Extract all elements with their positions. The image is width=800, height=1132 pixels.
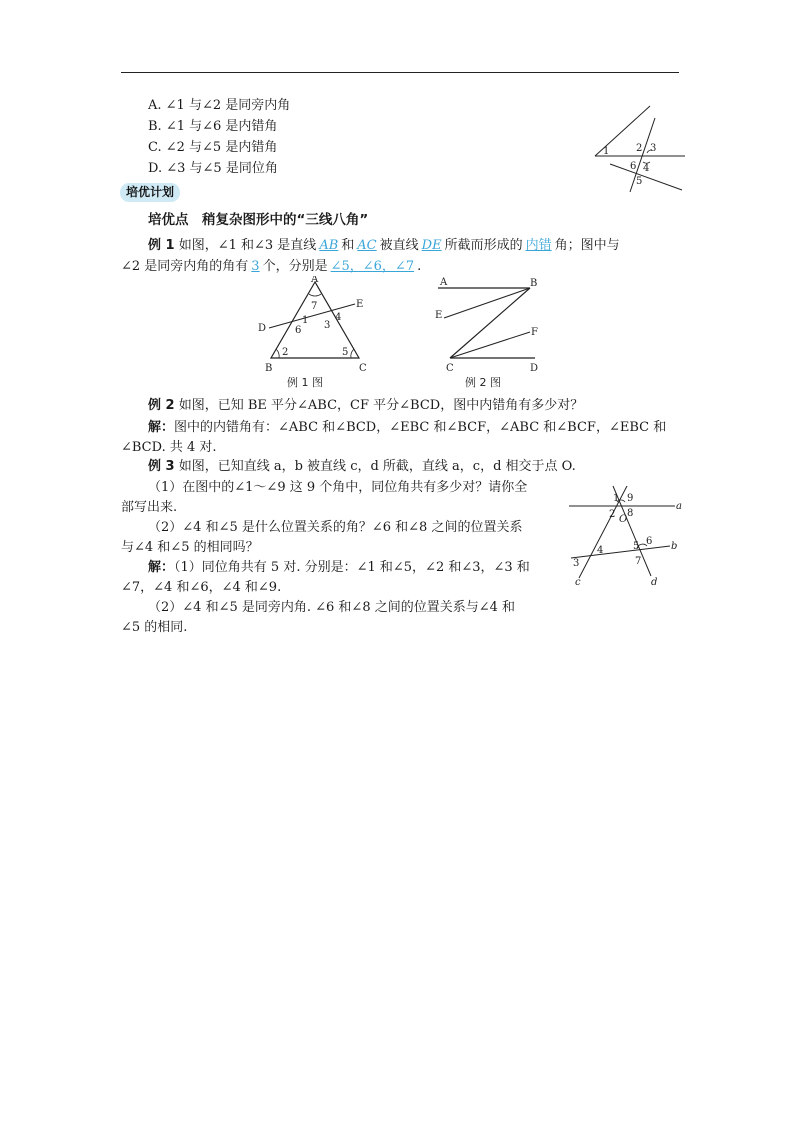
fig3-label-4: 4 — [597, 545, 604, 556]
option-b[interactable]: B. ∠1 与∠6 是内错角 — [148, 119, 278, 134]
figure-top-label-1: 1 — [603, 146, 610, 157]
fig1-label-6: 6 — [295, 325, 302, 336]
example1-text-a: 如图，∠1 和∠3 是直线 — [178, 238, 317, 253]
example3-label: 例 3 — [148, 459, 175, 474]
figure-top-label-6: 6 — [630, 161, 637, 172]
figure-example1 — [255, 276, 375, 391]
fig3-line-b — [571, 546, 670, 558]
example2-label: 例 2 — [148, 398, 175, 413]
figure-top-label-3: 3 — [650, 143, 657, 154]
example3-intro-text: 如图，已知直线 a，b 被直线 c，d 所截，直线 a，c，d 相交于点 O. — [178, 459, 576, 474]
fig2-label-d: D — [530, 363, 539, 374]
fig1-label-d: D — [258, 323, 267, 334]
fig2-label-e: E — [435, 310, 443, 321]
fig2-label-b: B — [530, 278, 538, 289]
fig3-label-a: a — [676, 501, 682, 512]
example1-text-b: 角；图中与 — [554, 238, 620, 253]
example3-q1-line1: （1）在图中的∠1～∠9 这 9 个角中，同位角共有多少对？请你全 — [148, 480, 528, 495]
figure-top-label-2: 2 — [636, 143, 643, 154]
option-d[interactable]: D. ∠3 与∠5 是同位角 — [148, 161, 278, 176]
figure-top-right — [590, 100, 690, 195]
fig1-label-a: A — [311, 276, 319, 285]
example3-a1-line2: ∠7，∠4 和∠6，∠4 和∠9. — [121, 580, 282, 595]
fig2-caption: 例 2 图 — [465, 376, 501, 389]
example1-text-end: . — [417, 259, 422, 274]
fig1-label-c: C — [359, 363, 367, 374]
fig3-label-o: O — [619, 514, 628, 525]
fig1-label-7: 7 — [311, 301, 318, 312]
example3-q2-line2: 与∠4 和∠5 的相同吗？ — [121, 540, 259, 555]
header-rule — [121, 72, 679, 73]
fig3-label-9: 9 — [627, 493, 634, 504]
fig3-label-3: 3 — [573, 558, 580, 569]
figure-top-label-5: 5 — [636, 176, 643, 187]
blank-angle-list[interactable]: ∠5，∠6，∠7 — [330, 259, 415, 274]
fig1-arc-b — [276, 349, 279, 358]
fig3-label-c: c — [575, 577, 581, 587]
figure-example2 — [430, 276, 550, 391]
example3-a1-line1 — [148, 558, 530, 578]
fig2-label-a: A — [440, 277, 448, 288]
example1-formed: 所截而形成的 — [444, 238, 523, 253]
option-c[interactable]: C. ∠2 与∠5 是内错角 — [148, 140, 278, 155]
example1-text-c: ∠2 是同旁内角的角有 — [121, 259, 249, 274]
example3-intro — [148, 457, 576, 477]
fig1-arc-c — [351, 349, 354, 358]
example1-text-d: 个，分别是 — [262, 259, 328, 274]
example3-a1-text: （1）同位角共有 5 对. 分别是：∠1 和∠5，∠2 和∠3，∠3 和 — [174, 560, 530, 575]
fig2-label-c: C — [446, 363, 454, 374]
option-a[interactable]: A. ∠1 与∠2 是同旁内角 — [148, 98, 291, 113]
figure-top-line-steep — [630, 118, 655, 192]
example1-and: 和 — [341, 238, 355, 253]
fig3-label-b: b — [671, 541, 678, 552]
example1-label: 例 1 — [148, 238, 175, 253]
fig2-label-f: F — [531, 327, 538, 338]
example3-q2-line1: （2）∠4 和∠5 是什么位置关系的角？∠6 和∠8 之间的位置关系 — [148, 520, 523, 535]
blank-ab[interactable]: AB — [319, 238, 339, 253]
fig1-caption: 例 1 图 — [287, 376, 323, 389]
example2-solution-text1: 图中的内错角有：∠ABC 和∠BCD，∠EBC 和∠BCF，∠ABC 和∠BCF，∠EBC 和 — [174, 420, 667, 435]
figure-example3 — [565, 482, 690, 587]
fig3-label-2: 2 — [609, 509, 616, 520]
section-heading: 培优点 稍复杂图形中的“三线八角” — [148, 212, 369, 228]
blank-de[interactable]: DE — [421, 238, 442, 253]
example1-line1 — [148, 236, 620, 256]
example2-solution-line2: ∠BCD. 共 4 对. — [121, 440, 217, 455]
fig3-label-6: 6 — [646, 536, 653, 547]
fig2-line-be — [444, 288, 530, 318]
example2-question-text: 如图，已知 BE 平分∠ABC，CF 平分∠BCD，图中内错角有多少对？ — [178, 398, 584, 413]
fig1-label-3: 3 — [324, 320, 331, 331]
example2-solution-label: 解： — [148, 420, 175, 435]
fig1-label-2: 2 — [282, 347, 289, 358]
fig3-label-5: 5 — [633, 541, 640, 552]
fig2-line-cf — [450, 332, 530, 358]
fig1-label-b: B — [265, 363, 273, 374]
example1-line2 — [121, 257, 421, 277]
example2-solution-line1 — [148, 418, 666, 438]
blank-count[interactable]: 3 — [251, 259, 260, 274]
fig3-label-d: d — [651, 577, 658, 587]
fig1-label-e: E — [356, 299, 364, 310]
fig2-line-bc — [450, 288, 530, 358]
section-banner: 培优计划 — [120, 183, 180, 202]
example3-a2-line2: ∠5 的相同. — [121, 620, 188, 635]
fig3-label-1: 1 — [613, 493, 620, 504]
figure-top-label-4: 4 — [643, 163, 650, 174]
fig1-label-1: 1 — [302, 315, 309, 326]
blank-angle-type[interactable]: 内错 — [525, 238, 552, 253]
example2-question — [148, 396, 583, 416]
fig3-label-7: 7 — [635, 556, 642, 567]
blank-ac[interactable]: AC — [357, 238, 377, 253]
fig1-arc-a — [309, 294, 321, 296]
example3-solution-label: 解： — [148, 560, 175, 575]
example1-cut-by: 被直线 — [379, 238, 419, 253]
example3-q1-line2: 部写出来. — [121, 500, 178, 515]
fig3-label-8: 8 — [627, 508, 634, 519]
fig1-label-5: 5 — [342, 347, 349, 358]
fig1-label-4: 4 — [335, 312, 342, 323]
example3-a2-line1: （2）∠4 和∠5 是同旁内角. ∠6 和∠8 之间的位置关系与∠4 和 — [148, 600, 516, 615]
